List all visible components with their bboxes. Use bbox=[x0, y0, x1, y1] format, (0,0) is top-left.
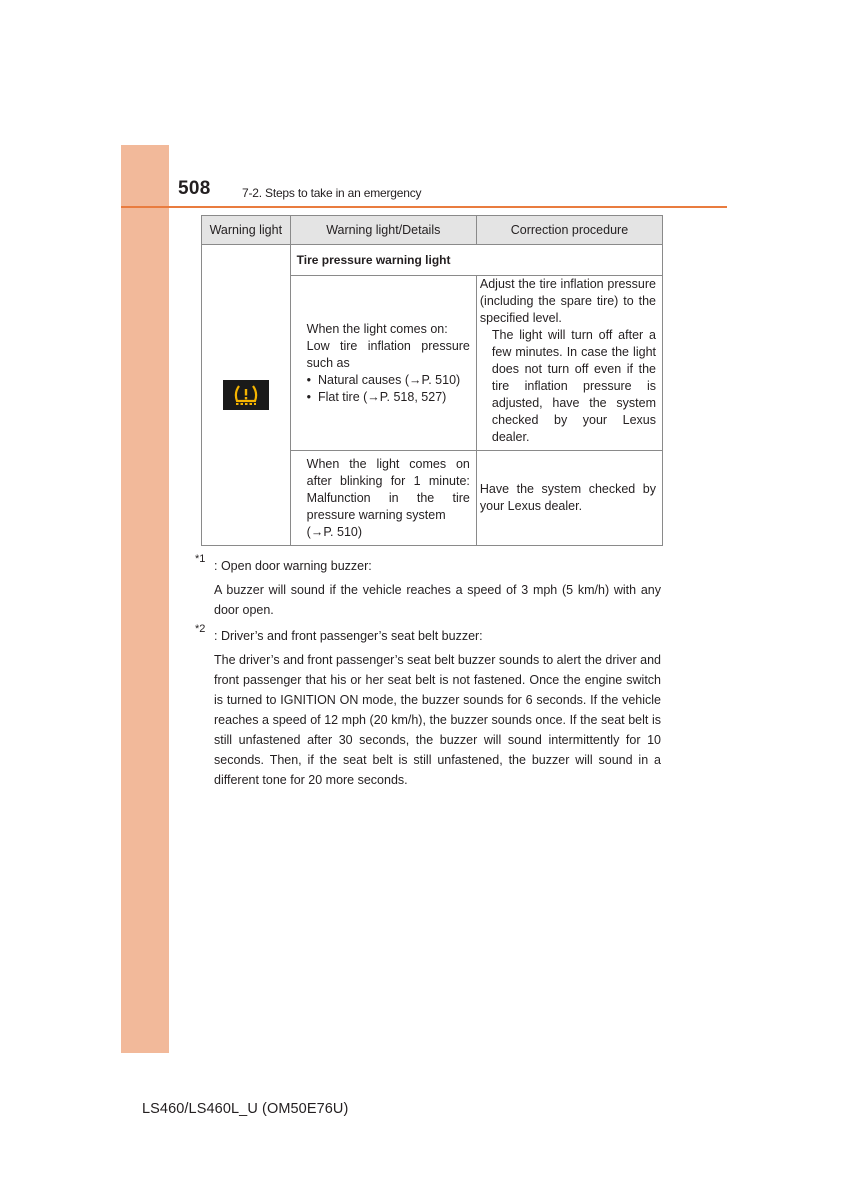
table-row bbox=[202, 245, 663, 276]
section-title: 7-2. Steps to take in an emergency bbox=[242, 186, 422, 200]
tire-pressure-warning-icon bbox=[223, 380, 269, 410]
footnotes bbox=[195, 553, 661, 790]
footnote-title: : Open door warning buzzer: bbox=[214, 559, 372, 573]
tire-pressure-title: Tire pressure warning light bbox=[290, 245, 662, 276]
footnote-title: : Driver’s and front passenger’s seat belt buzzer: bbox=[214, 629, 483, 643]
footnote-mark: *1 bbox=[195, 553, 206, 565]
warning-light-table bbox=[201, 215, 663, 546]
page-number: 508 bbox=[178, 178, 211, 199]
page-footer: LS460/LS460L_U (OM50E76U) bbox=[142, 1101, 349, 1117]
footnote-body: A buzzer will sound if the vehicle reaches a speed of 3 mph (5 km/h) with any door open. bbox=[214, 583, 661, 617]
warning-light-icon-cell bbox=[202, 245, 291, 546]
details-cell bbox=[290, 276, 476, 451]
column-header-correction: Correction procedure bbox=[476, 216, 662, 245]
footnote-mark: *2 bbox=[195, 623, 206, 635]
header-divider bbox=[121, 206, 727, 208]
chapter-side-tab bbox=[121, 145, 169, 1053]
correction-text: Have the system checked by your Lexus dealer. bbox=[479, 482, 656, 513]
details-text: When the light comes on after blinking for 1 minute: Malfunction in the tire pressure warning system bbox=[306, 456, 470, 522]
correction-cell bbox=[476, 451, 662, 546]
details-line: Low tire inflation pressure such as bbox=[306, 338, 470, 370]
correction-note: The light will turn off after a few minutes. In case the light does not turn off even if the tire inflation pressure is adjusted, have the system checked by your Lexus dealer. bbox=[491, 328, 656, 444]
details-ref: (→P. 510) bbox=[306, 524, 363, 539]
details-cell bbox=[290, 451, 476, 546]
footnote-heading bbox=[195, 623, 661, 646]
bullet-item: • Flat tire (→P. 518, 527) bbox=[306, 389, 447, 404]
bullet-item: • Natural causes (→P. 510) bbox=[306, 372, 461, 387]
details-line: When the light comes on: bbox=[306, 321, 448, 336]
column-header-warning-light: Warning light bbox=[202, 216, 291, 245]
column-header-details: Warning light/Details bbox=[290, 216, 476, 245]
footnote-heading bbox=[195, 553, 661, 576]
correction-text: Adjust the tire inflation pressure (including the spare tire) to the specified level. bbox=[479, 277, 656, 325]
page-header bbox=[178, 178, 728, 208]
bullet-text: Flat tire (→P. 518, 527) bbox=[318, 389, 447, 404]
correction-cell bbox=[476, 276, 662, 451]
bullet-text: Natural causes (→P. 510) bbox=[318, 372, 461, 387]
table-header-row bbox=[202, 216, 663, 245]
footnote-body: The driver’s and front passenger’s seat belt buzzer sounds to alert the driver and front passenger that his or her seat belt is not fastened. Once the engine switch is turned to IGNITION ON mode, the buzzer sounds for 6 seconds. If the vehicle reaches a speed of 12 mph (20 km/h), the buzzer sounds once. If the seat belt is still unfastened after 30 seconds, the buzzer will sound intermittently for 10 seconds. Then, if the seat belt is still unfastened, the buzzer will sound in a different tone for 20 more seconds. bbox=[214, 653, 661, 787]
